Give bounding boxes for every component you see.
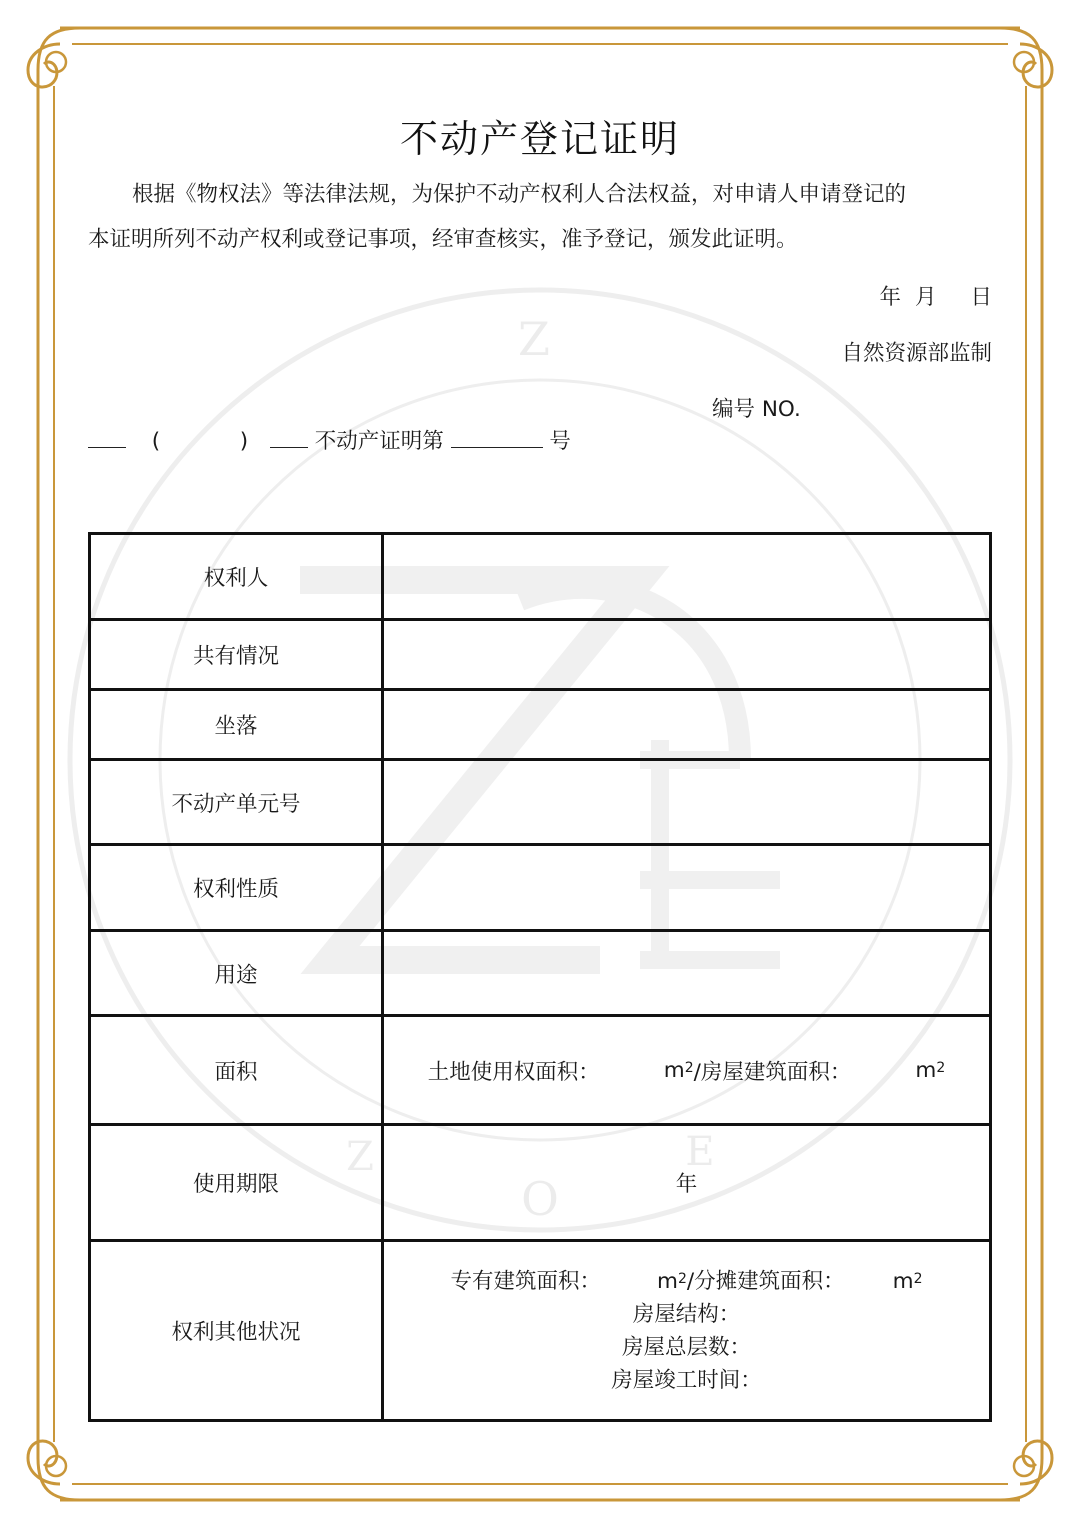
row-label-other-status: 权利其他状况 — [90, 1241, 383, 1421]
row-value-unit-number[interactable] — [383, 760, 991, 845]
completion-time-label: 房屋竣工时间： — [611, 1367, 762, 1393]
document-title: 不动产登记证明 — [399, 117, 680, 161]
row-label-area: 面积 — [90, 1016, 383, 1125]
row-value-other-status[interactable] — [383, 1241, 991, 1421]
row-value-right-nature[interactable] — [383, 845, 991, 931]
date-day: 日 — [970, 285, 992, 310]
table-row — [90, 690, 991, 760]
table-row — [90, 845, 991, 931]
table-row — [90, 1241, 991, 1421]
row-value-term[interactable]: 年 — [383, 1125, 991, 1241]
certificate-number-line — [88, 424, 571, 455]
watermark-letter-left: Z — [346, 1134, 374, 1180]
watermark-letter-top: Z — [518, 312, 550, 366]
intro-line-1: 根据《物权法》等法律法规，为保护不动产权利人合法权益，对申请人申请登记的 — [132, 182, 907, 207]
certificate-middle-text: 不动产证明第 — [314, 429, 444, 454]
row-label-co-ownership: 共有情况 — [90, 620, 383, 690]
watermark-letter-right: E — [685, 1129, 715, 1175]
land-area-label: 土地使用权面积： — [427, 1059, 600, 1085]
land-area-unit-sup: 2 — [684, 1060, 694, 1076]
table-row — [90, 620, 991, 690]
table-row — [90, 760, 991, 845]
open-paren: ( — [151, 429, 161, 454]
table-row — [90, 931, 991, 1016]
table-row — [90, 1016, 991, 1125]
intro-line-2: 本证明所列不动产权利或登记事项，经审查核实，准予登记，颁发此证明。 — [88, 227, 798, 252]
building-area-label: /房屋建筑面积： — [693, 1059, 852, 1085]
table-row — [90, 534, 991, 620]
row-label-right-nature: 权利性质 — [90, 845, 383, 931]
region-blank[interactable] — [88, 425, 126, 448]
row-label-right-holder: 权利人 — [90, 534, 383, 620]
building-area-unit-sup: 2 — [936, 1060, 946, 1076]
date-line — [879, 280, 992, 311]
shared-area-unit-sup: 2 — [913, 1270, 923, 1287]
close-paren: ) — [239, 429, 249, 454]
date-month: 月 — [914, 285, 937, 310]
issuer: 自然资源部监制 — [841, 341, 992, 366]
row-label-term: 使用期限 — [90, 1125, 383, 1241]
shared-area-label: /分摊建筑面积： — [686, 1268, 845, 1294]
row-label-unit-number: 不动产单元号 — [90, 760, 383, 845]
exclusive-area-label: 专有建筑面积： — [450, 1268, 601, 1294]
shared-area-unit: m — [892, 1268, 914, 1294]
total-floors-label: 房屋总层数： — [621, 1334, 751, 1360]
certificate-suffix: 号 — [549, 429, 571, 454]
building-area-unit: m — [915, 1057, 937, 1083]
registration-table — [88, 532, 992, 1422]
land-area-unit: m — [663, 1057, 685, 1083]
abbr-blank[interactable] — [270, 425, 308, 448]
table-row — [90, 1125, 991, 1241]
row-label-location: 坐落 — [90, 690, 383, 760]
exclusive-area-unit-sup: 2 — [677, 1270, 687, 1287]
row-value-usage[interactable] — [383, 931, 991, 1016]
house-structure-label: 房屋结构： — [632, 1301, 741, 1327]
row-label-usage: 用途 — [90, 931, 383, 1016]
row-value-area[interactable] — [383, 1016, 991, 1125]
number-blank[interactable] — [451, 425, 543, 448]
row-value-location[interactable] — [383, 690, 991, 760]
row-value-co-ownership[interactable] — [383, 620, 991, 690]
date-year: 年 — [879, 285, 901, 310]
row-value-right-holder[interactable] — [383, 534, 991, 620]
serial-number-label: 编号 NO. — [712, 397, 801, 422]
watermark-letter-bottom: O — [521, 1172, 559, 1226]
exclusive-area-unit: m — [657, 1268, 678, 1294]
